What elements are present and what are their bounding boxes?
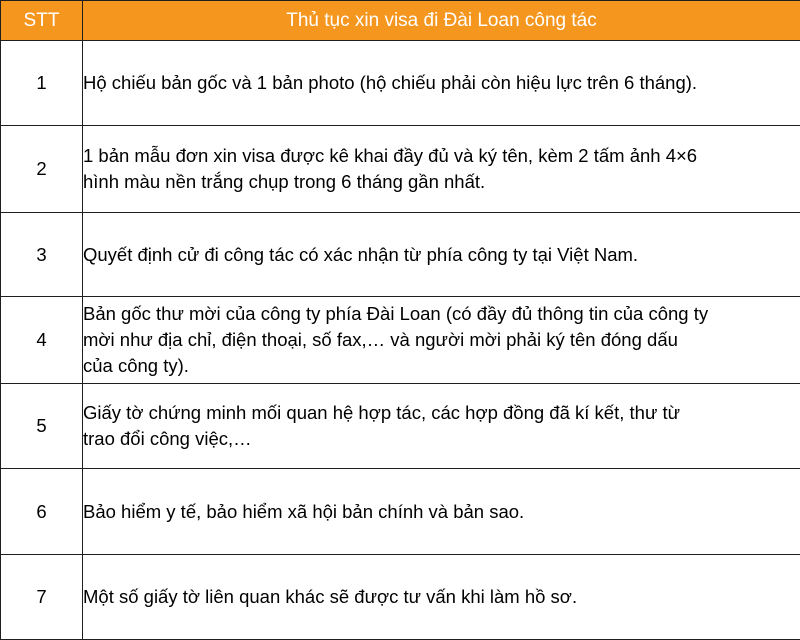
- row-number: 6: [1, 469, 83, 555]
- table-row: [1, 469, 800, 555]
- description-line: của công ty).: [83, 355, 189, 376]
- row-description: [83, 41, 800, 126]
- row-description: [83, 555, 800, 640]
- header-stt: STT: [1, 1, 83, 41]
- row-number: 1: [1, 41, 83, 126]
- row-description: [83, 213, 800, 297]
- description-line: Giấy tờ chứng minh mối quan hệ hợp tác, các hợp đồng đã kí kết, thư từ: [83, 402, 680, 423]
- description-line: Bảo hiểm y tế, bảo hiểm xã hội bản chính và bản sao.: [83, 500, 525, 522]
- row-number: 3: [1, 213, 83, 297]
- table-row: [1, 213, 800, 297]
- row-number: 5: [1, 384, 83, 469]
- row-description: [83, 384, 800, 469]
- row-description: [83, 297, 800, 384]
- table-row: [1, 297, 800, 384]
- description-line: Một số giấy tờ liên quan khác sẽ được tư vấn khi làm hồ sơ.: [83, 586, 578, 607]
- description-line: 1 bản mẫu đơn xin visa được kê khai đầy đủ và ký tên, kèm 2 tấm ảnh 4×6: [83, 145, 698, 166]
- description-line: Quyết định cử đi công tác có xác nhận từ phía công ty tại Việt Nam.: [83, 243, 639, 265]
- row-number: 2: [1, 126, 83, 213]
- description-line: mời như địa chỉ, điện thoại, số fax,… và người mời phải ký tên đóng dấu: [83, 329, 678, 350]
- table-header-row: [1, 1, 800, 41]
- row-description: [83, 469, 800, 555]
- description-line: hình màu nền trắng chụp trong 6 tháng gần nhất.: [83, 171, 486, 192]
- description-line: trao đổi công việc,…: [83, 428, 252, 449]
- table-row: [1, 126, 800, 213]
- description-line: Hộ chiếu bản gốc và 1 bản photo (hộ chiếu phải còn hiệu lực trên 6 tháng).: [83, 72, 698, 93]
- table-row: [1, 384, 800, 469]
- table-row: [1, 555, 800, 640]
- header-procedure: Thủ tục xin visa đi Đài Loan công tác: [83, 1, 800, 41]
- row-number: 4: [1, 297, 83, 384]
- description-line: Bản gốc thư mời của công ty phía Đài Loan (có đầy đủ thông tin của công ty: [83, 303, 709, 324]
- table-row: [1, 41, 800, 126]
- row-description: [83, 126, 800, 213]
- row-number: 7: [1, 555, 83, 640]
